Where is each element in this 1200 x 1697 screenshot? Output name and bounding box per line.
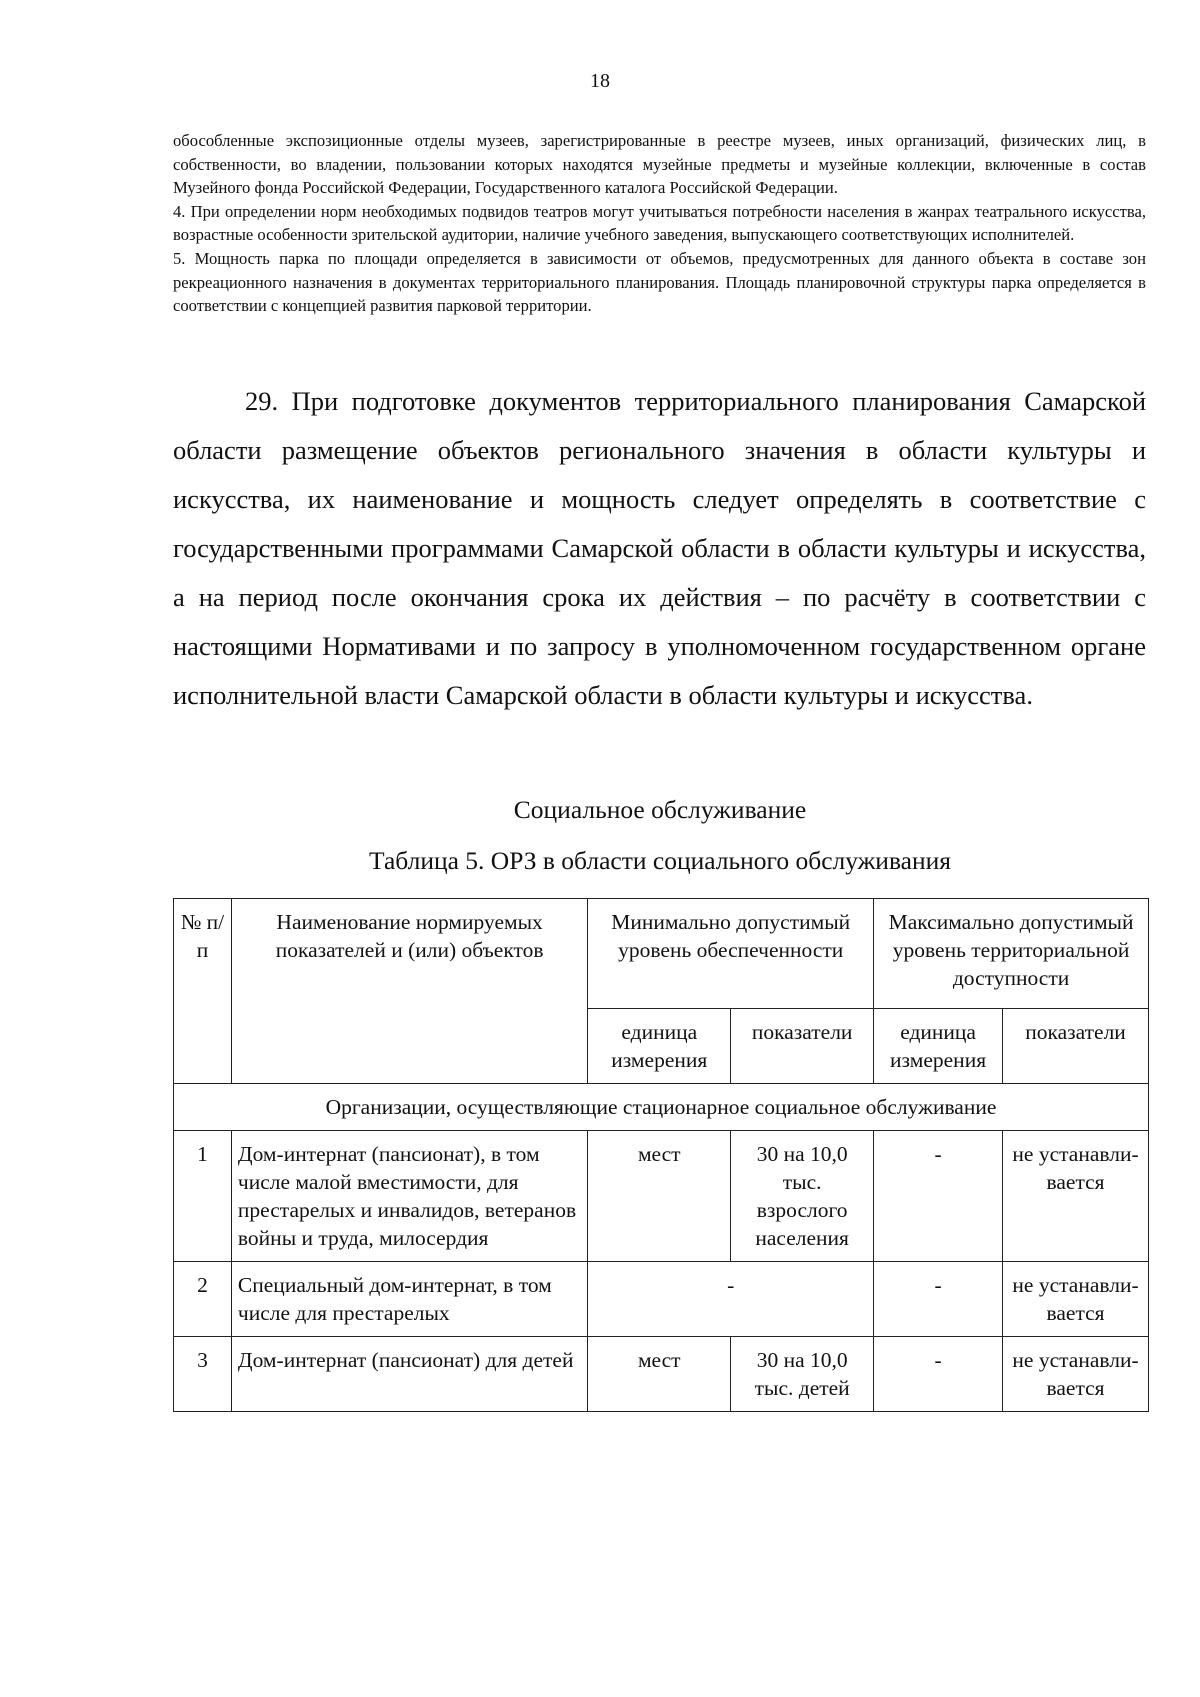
row-max-value: не устанавли-вается: [1003, 1337, 1149, 1412]
footnotes: [173, 129, 1146, 318]
page-number: 18: [590, 70, 610, 92]
section-title: Социальное обслуживание: [513, 795, 807, 824]
row-min-value: 30 на 10,0 тыс. детей: [731, 1337, 874, 1412]
table-row: [174, 1131, 1149, 1262]
row-max-unit: -: [874, 1131, 1003, 1262]
row-name: Специальный дом-интернат, в том числе для престарелых: [231, 1262, 587, 1337]
subheader-min-unit: единица измерения: [588, 1009, 731, 1084]
table-row: [174, 1337, 1149, 1412]
paragraph-29: 29. При подготовке документов территориального планирования Самарской области размещение объектов регионального значения в области культуры и искусства, их наименование и мощность следует определять в соответствие с государственными программами Самарской области в области культуры и искусства, а на период после окончания срока их действия – по расчёту в соответствии с настоящими Нормативами и по запросу в уполномоченном государственном органе исполнительной власти Самарской области в области культуры и искусства.: [173, 386, 1146, 710]
subheader-max-value: показатели: [1003, 1009, 1149, 1084]
subheader-max-unit: единица измерения: [874, 1009, 1003, 1084]
row-min-unit: мест: [588, 1337, 731, 1412]
table-row: [174, 1262, 1149, 1337]
row-name: Дом-интернат (пансионат) для детей: [231, 1337, 587, 1412]
header-max-level: Максимально допустимый уровень территориальной доступности: [874, 899, 1149, 1009]
subheader-min-value: показатели: [731, 1009, 874, 1084]
row-max-value: не устанавли-вается: [1003, 1262, 1149, 1337]
row-max-value: не устанавли-вается: [1003, 1131, 1149, 1262]
row-min-merged: -: [588, 1262, 874, 1337]
row-max-unit: -: [874, 1337, 1003, 1412]
footnote-5: 5. Мощность парка по площади определяется в зависимости от объемов, предусмотренных для данного объекта в составе зон рекреационного назначения в документах территориального планирования. Площадь планировочной структуры парка определяется в соответствии с концепцией развития парковой территории.: [173, 248, 1146, 316]
row-num: 2: [174, 1262, 232, 1337]
table-caption: Таблица 5. ОРЗ в области социального обслуживания: [369, 846, 951, 875]
row-name: Дом-интернат (пансионат), в том числе малой вместимости, для престарелых и инвалидов, ветеранов войны и труда, милосердия: [231, 1131, 587, 1262]
header-num: № п/п: [174, 899, 232, 1084]
group-row: [174, 1084, 1149, 1131]
row-max-unit: -: [874, 1262, 1003, 1337]
footnote-continuation: обособленные экспозиционные отделы музеев, зарегистрированные в реестре музеев, иных организаций, физических лиц, в собственности, во владении, пользовании которых находятся музейные предметы и музейные коллекции, включенные в состав Музейного фонда Российской Федерации, Государственного каталога Российской Федерации.: [173, 131, 1146, 198]
group-title: Организации, осуществляющие стационарное социальное обслуживание: [174, 1084, 1149, 1131]
social-services-table: [173, 898, 1149, 1412]
header-row: [174, 899, 1149, 1009]
header-name: Наименование нормируемых показателей и (или) объектов: [231, 899, 587, 1084]
header-min-level: Минимально допустимый уровень обеспеченности: [588, 899, 874, 1009]
row-min-value: 30 на 10,0 тыс. взрослого населения: [731, 1131, 874, 1262]
row-num: 3: [174, 1337, 232, 1412]
row-min-unit: мест: [588, 1131, 731, 1262]
footnote-4: 4. При определении норм необходимых подвидов театров могут учитываться потребности населения в жанрах театрального искусства, возрастные особенности зрительской аудитории, наличие учебного заведения, выпускающего соответствующих исполнителей.: [173, 201, 1146, 245]
row-num: 1: [174, 1131, 232, 1262]
